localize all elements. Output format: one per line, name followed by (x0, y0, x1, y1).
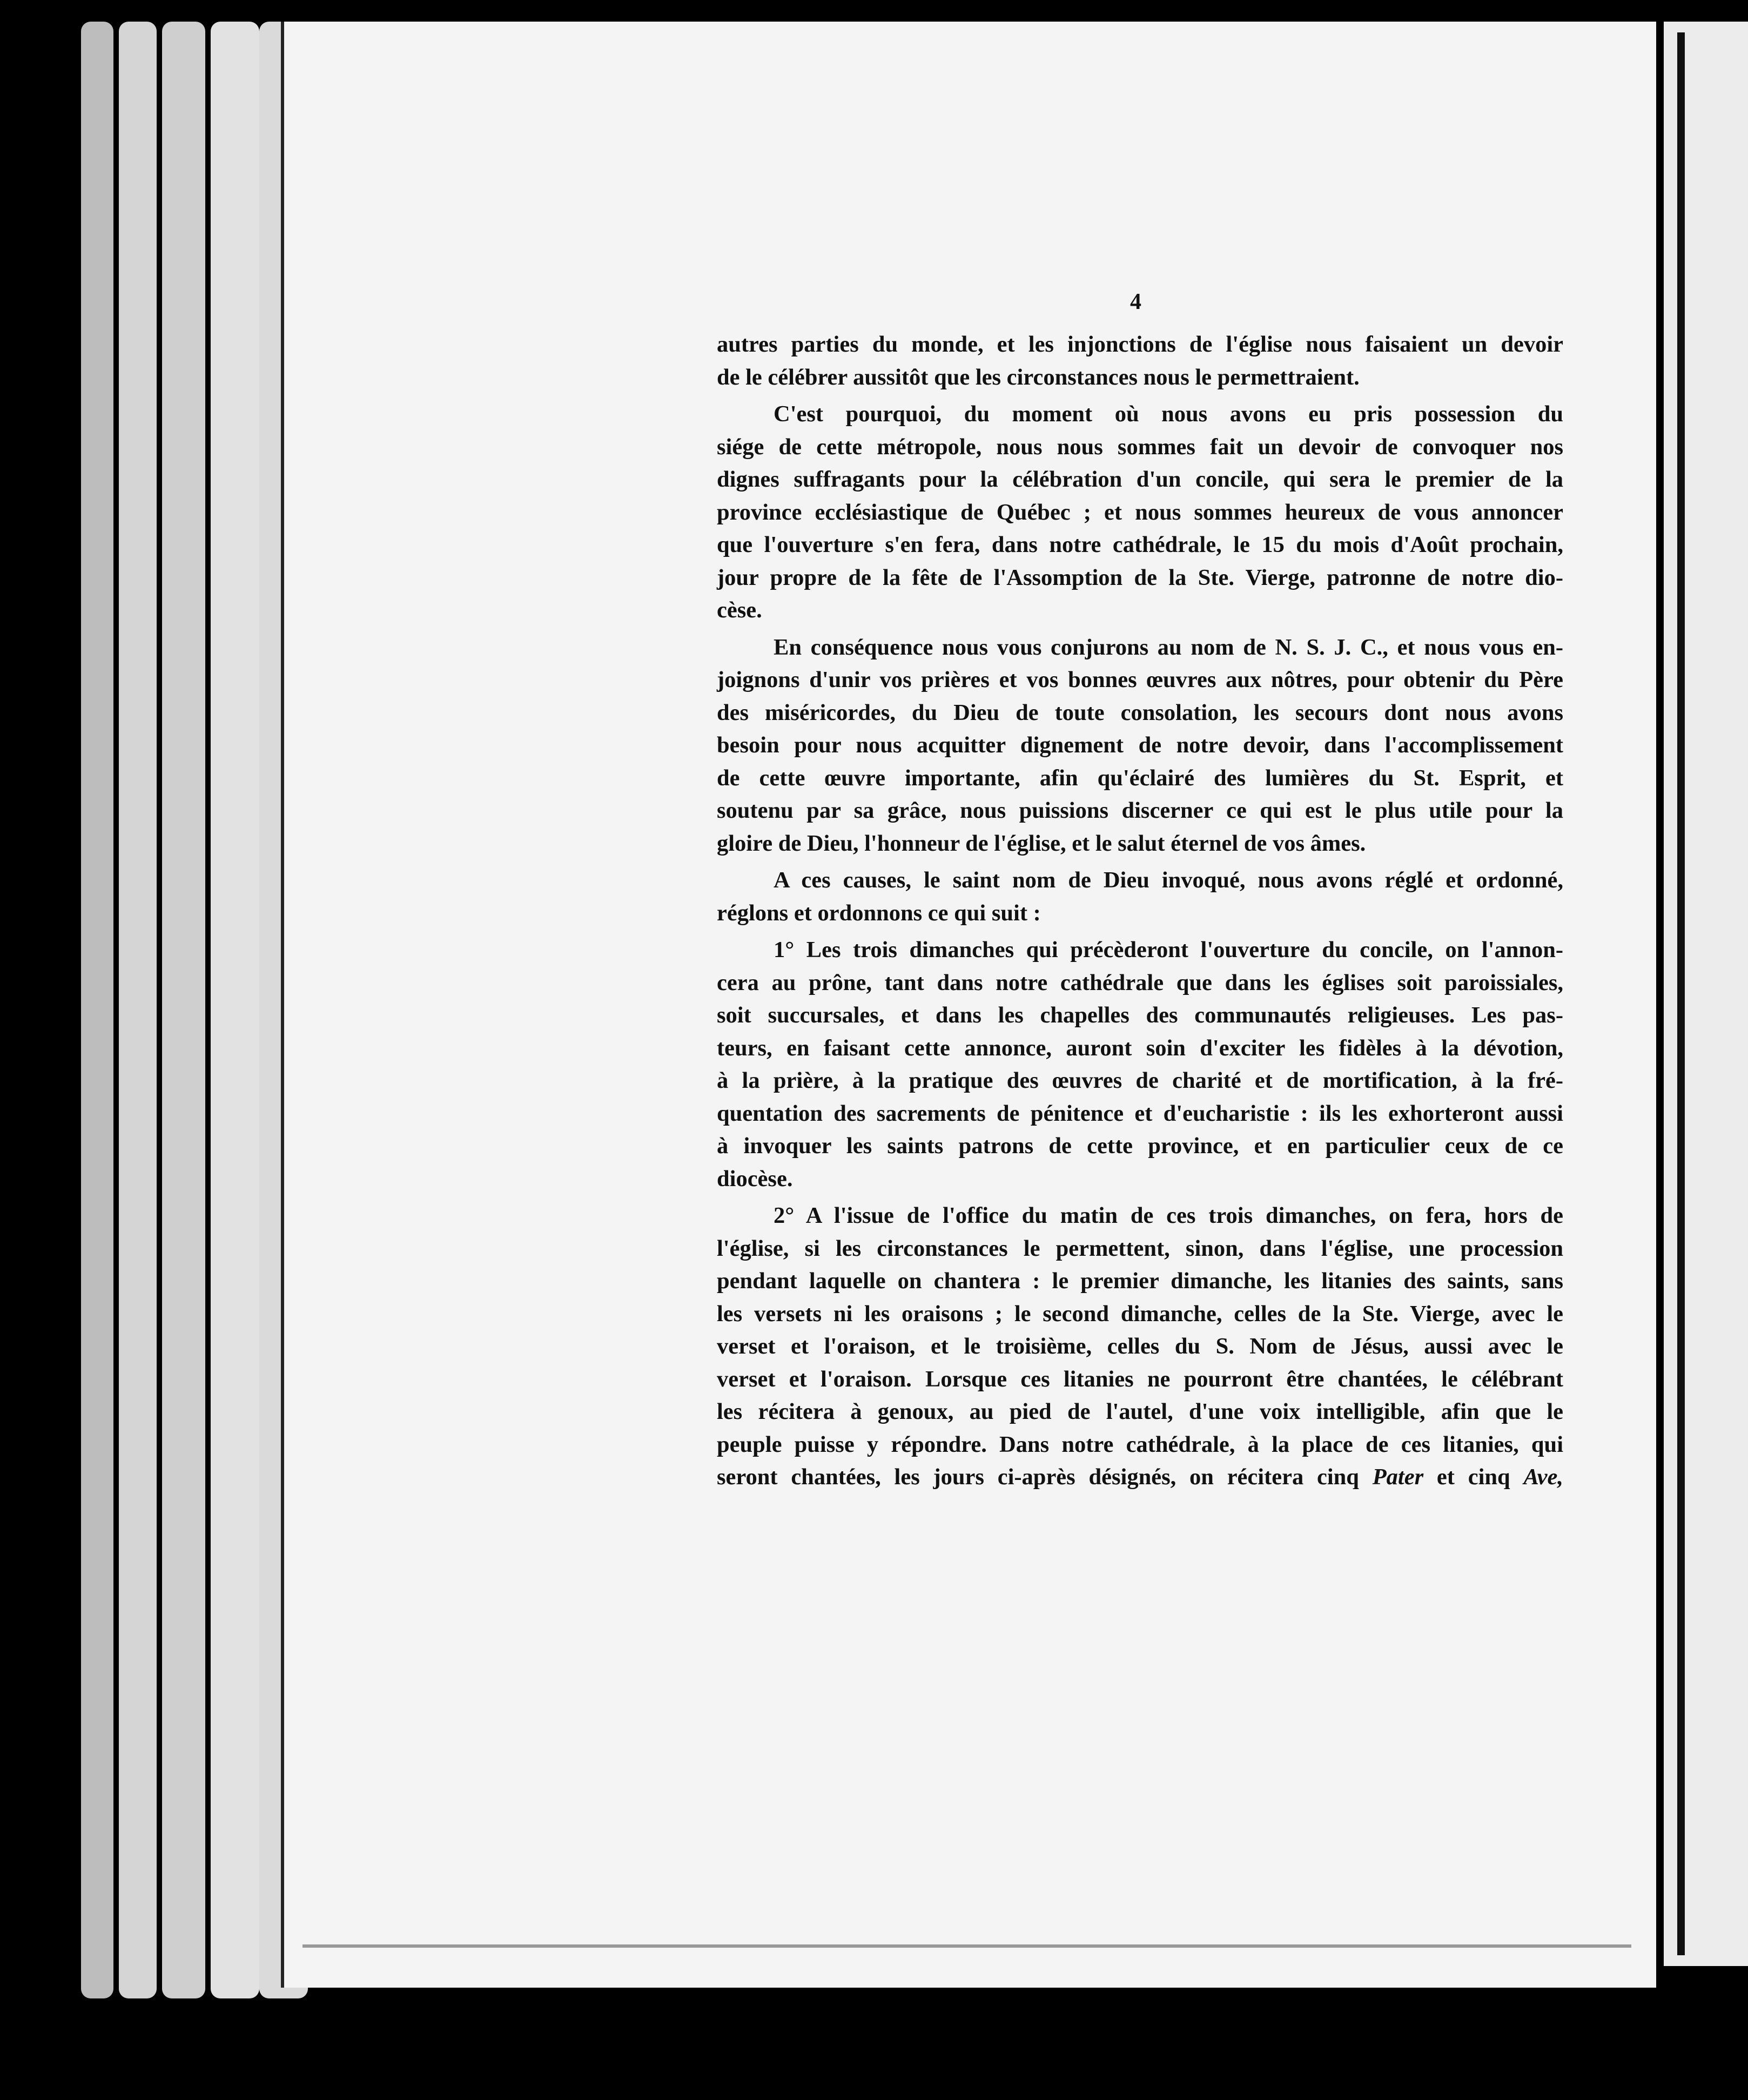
text-line: soutenu par sa grâce, nous puissions discerner ce qui est le plus utile pour la (717, 798, 1563, 823)
text-line: les récitera à genoux, au pied de l'autel, d'une voix intelligible, afin que le (717, 1399, 1563, 1424)
text-line: de cette œuvre importante, afin qu'éclairé des lumières du St. Esprit, et (717, 765, 1563, 791)
text-line: quentation des sacrements de pénitence et d'eucharistie : ils les exhorteront aussi (717, 1100, 1563, 1126)
adjacent-page-edge (1677, 32, 1685, 1955)
text-line: des miséricordes, du Dieu de toute consolation, les secours dont nous avons (717, 699, 1563, 725)
text-line: 2° A l'issue de l'office du matin de ces trois dimanches, on fera, hors de (774, 1203, 1563, 1228)
text-line: dignes suffragants pour la célébration d'un concile, qui sera le premier de la (717, 467, 1563, 492)
text-line: cera au prône, tant dans notre cathédrale que dans les églises soit paroissiales, (717, 970, 1563, 995)
text-line: soit succursales, et dans les chapelles des communautés religieuses. Les pas- (717, 1002, 1563, 1028)
text-line: l'église, si les circonstances le permettent, sinon, dans l'église, une procession (717, 1235, 1563, 1261)
page-edge-line (302, 1944, 1631, 1948)
text-line: siége de cette métropole, nous nous sommes fait un devoir de convoquer nos (717, 434, 1563, 460)
text-line: En conséquence nous vous conjurons au nom de N. S. J. C., et nous vous en- (774, 634, 1563, 660)
page-number: 4 (1130, 290, 1141, 314)
text-line: cèse. (717, 597, 762, 623)
text-line: teurs, en faisant cette annonce, auront soin d'exciter les fidèles à la dévotion, (717, 1035, 1563, 1061)
text-line: C'est pourquoi, du moment où nous avons eu pris possession du (774, 401, 1563, 427)
text-line: les versets ni les oraisons ; le second dimanche, celles de la Ste. Vierge, avec le (717, 1301, 1563, 1327)
text-line: province ecclésiastique de Québec ; et nous sommes heureux de vous annoncer (717, 499, 1563, 525)
text-line: verset et l'oraison. Lorsque ces litanies ne pourront être chantées, le célébrant (717, 1366, 1563, 1392)
text-line-final (717, 1461, 1563, 1494)
text-line: pendant laquelle on chantera : le premier dimanche, les litanies des saints, sans (717, 1268, 1563, 1294)
italic-pater: Pater (1372, 1464, 1424, 1490)
text-line: 1° Les trois dimanches qui précèderont l'ouverture du concile, on l'annon- (774, 937, 1563, 962)
text-line: peuple puisse y répondre. Dans notre cathédrale, à la place de ces litanies, qui (717, 1431, 1563, 1457)
text-line: à la prière, à la pratique des œuvres de charité et de mortification, à la fré- (717, 1068, 1563, 1093)
text-line: à invoquer les saints patrons de cette province, et en particulier ceux de ce (717, 1133, 1563, 1159)
text-line: A ces causes, le saint nom de Dieu invoqué, nous avons réglé et ordonné, (774, 867, 1563, 893)
text-line: verset et l'oraison, et le troisième, celles du S. Nom de Jésus, aussi avec le (717, 1334, 1563, 1359)
text-line: besoin pour nous acquitter dignement de notre devoir, dans l'accomplissement (717, 732, 1563, 758)
body-text (717, 328, 1563, 1494)
final-line-mid: et cinq (1423, 1464, 1524, 1490)
text-line: réglons et ordonnons ce qui suit : (717, 900, 1041, 926)
text-line: jour propre de la fête de l'Assomption de la Ste. Vierge, patronne de notre dio- (717, 564, 1563, 590)
text-line: autres parties du monde, et les injonctions de l'église nous faisaient un devoir (717, 332, 1563, 357)
text-line: joignons d'unir vos prières et vos bonnes œuvres aux nôtres, pour obtenir du Père (717, 667, 1563, 692)
stacked-page-edges (81, 22, 297, 1998)
text-line: gloire de Dieu, l'honneur de l'église, et le salut éternel de vos âmes. (717, 830, 1366, 856)
adjacent-page (1664, 22, 1748, 1966)
text-line: diocèse. (717, 1166, 793, 1192)
text-line: que l'ouverture s'en fera, dans notre cathédrale, le 15 du mois d'Août prochain, (717, 532, 1563, 557)
text-line: de le célébrer aussitôt que les circonstances nous le permettraient. (717, 364, 1360, 390)
italic-ave: Ave, (1523, 1464, 1563, 1490)
final-line-text: seront chantées, les jours ci-après désignés, on récitera cinq (717, 1464, 1373, 1490)
